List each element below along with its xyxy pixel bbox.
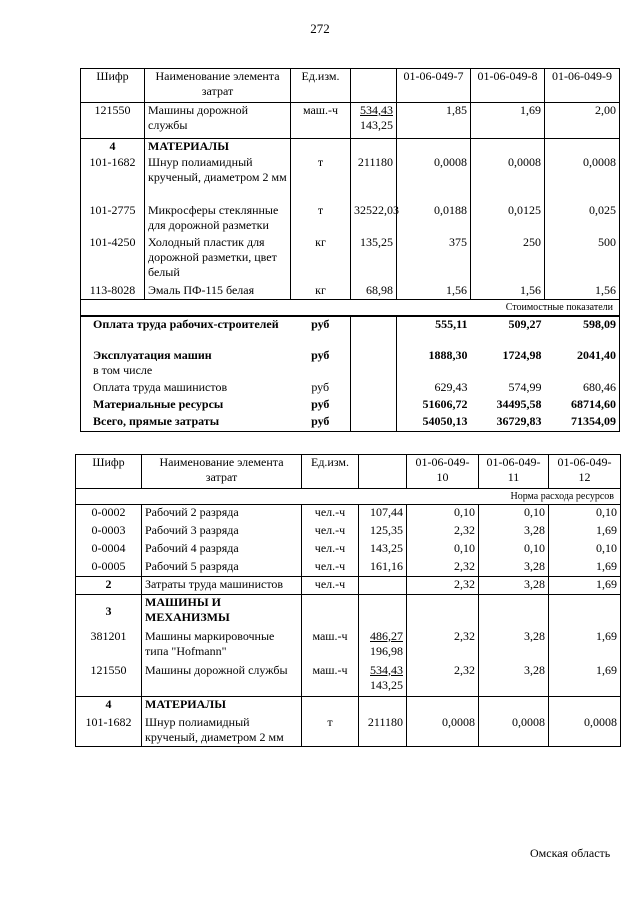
cost-value-2: 574,99: [508, 380, 542, 394]
norm-caption: Норма расхода ресурсов: [76, 489, 621, 505]
row-value-2: 3,28: [479, 559, 549, 577]
row-value-1: 2,32: [407, 523, 479, 541]
price-secondary: 143,25: [360, 118, 393, 132]
header-col-1: 01-06-049-7: [397, 69, 471, 103]
page-number: 272: [310, 21, 330, 36]
row-value-3: 1,69: [549, 559, 621, 577]
cost-name: Эксплуатация машин: [93, 348, 212, 362]
header-price: [359, 455, 407, 489]
row-code: 101-1682: [81, 155, 145, 203]
row-name: Микросферы стеклянные для дорожной разметки: [145, 203, 291, 235]
row-name: Эмаль ПФ-115 белая: [145, 283, 291, 300]
row-price: 32522,03: [351, 203, 397, 235]
row-value-3: 500: [545, 235, 620, 283]
row-value-1: 2,32: [407, 663, 479, 697]
row-value-1: 2,32: [407, 577, 479, 595]
row-value-3: 1,69: [549, 629, 621, 663]
row-name: Рабочий 2 разряда: [142, 505, 302, 523]
cost-unit: руб: [291, 316, 351, 348]
price-secondary: 143,25: [370, 677, 403, 692]
cost-value-2: 36729,83: [471, 414, 545, 431]
header-name: Наименование элемента затрат: [145, 69, 291, 103]
row-value-3: 0,0008: [545, 155, 620, 203]
row-value-2: 0,0008: [471, 155, 545, 203]
header-col-3: 01-06-049-9: [545, 69, 620, 103]
header-unit: Ед.изм.: [291, 69, 351, 103]
cost-caption: Стоимостные показатели: [81, 300, 620, 317]
header-col-1: 01-06-049-10: [407, 455, 479, 489]
table-header-row: [81, 69, 620, 103]
row-value-1: 0,10: [407, 541, 479, 559]
cost-unit: руб: [311, 348, 330, 362]
row-name: Машины маркировочные типа "Hofmann": [142, 629, 302, 663]
row-code: 0-0002: [76, 505, 142, 523]
table-row: [81, 203, 620, 235]
cost-subtitle: в том числе: [93, 363, 153, 377]
row-value-2: 3,28: [479, 523, 549, 541]
table-row: [81, 283, 620, 300]
row-price: [359, 663, 407, 697]
cost-value-1: 555,11: [397, 316, 471, 348]
row-price: 107,44: [359, 505, 407, 523]
row-unit: кг: [291, 283, 351, 300]
cost-value-2: 34495,58: [496, 397, 542, 411]
cost-unit: руб: [291, 414, 351, 431]
table-row: [81, 235, 620, 283]
cost-value-1: 1888,30: [397, 348, 471, 380]
price-primary: 486,27: [370, 628, 403, 643]
header-col-2: 01-06-049-8: [471, 69, 545, 103]
cost-row: [81, 414, 620, 431]
row-value-2: 0,0125: [471, 203, 545, 235]
row-code: 0-0004: [76, 541, 142, 559]
row-code: 121550: [76, 663, 142, 697]
section-number: 3: [76, 595, 142, 629]
row-value-1: 2,32: [407, 629, 479, 663]
row-code: 101-2775: [81, 203, 145, 235]
row-price: 143,25: [359, 541, 407, 559]
row-price: 211180: [359, 715, 407, 747]
region-footer: Омская область: [530, 846, 611, 860]
row-name: Шнур полиамидный крученый, диаметром 2 мм: [142, 715, 302, 747]
row-code: 381201: [76, 629, 142, 663]
row-unit: чел.-ч: [302, 505, 359, 523]
resource-table-2: [75, 454, 621, 747]
row-value-1: 2,32: [407, 559, 479, 577]
cost-value-3: 68714,60: [545, 397, 620, 414]
row-name: Шнур полиамидный крученый, диаметром 2 мм: [145, 155, 291, 203]
row-name: Холодный пластик для дорожной разметки, цвет белый: [145, 235, 291, 283]
row-code: 121550: [81, 103, 145, 139]
cost-value-1: 629,43: [397, 380, 471, 397]
row-value-2: 250: [471, 235, 545, 283]
cost-name: Всего, прямые затраты: [81, 414, 291, 431]
cost-name: Оплата труда машинистов: [81, 380, 291, 397]
row-name: Машины дорожной службы: [142, 663, 302, 697]
row-value-3: 0,025: [545, 203, 620, 235]
cost-value-3: 71354,09: [545, 414, 620, 431]
cost-value-3: 2041,40: [545, 348, 620, 380]
row-price: 125,35: [359, 523, 407, 541]
row-unit: чел.-ч: [302, 577, 359, 595]
table-row: [76, 629, 621, 663]
price-primary: 534,43: [360, 103, 393, 117]
header-name: Наименование элемента затрат: [142, 455, 302, 489]
row-value-2: 1,69: [471, 103, 545, 139]
row-unit: т: [302, 715, 359, 747]
table-row: [81, 155, 620, 203]
row-value-2: 3,28: [479, 577, 549, 595]
row-price: [359, 629, 407, 663]
row-price: 211180: [351, 155, 397, 203]
row-value-2: 1,56: [471, 283, 545, 300]
row-name: Машины дорожной службы: [145, 103, 291, 139]
row-code: 101-4250: [81, 235, 145, 283]
section-row: [76, 595, 621, 629]
row-value-1: 0,0008: [407, 715, 479, 747]
row-value-3: 0,10: [549, 505, 621, 523]
cost-name: Оплата труда рабочих-строителей: [81, 316, 291, 348]
resource-table-1: [80, 68, 620, 432]
row-unit: чел.-ч: [302, 559, 359, 577]
row-value-1: 1,85: [397, 103, 471, 139]
table-row: [76, 559, 621, 577]
row-value-1: 0,10: [407, 505, 479, 523]
cost-value-2: 509,27: [471, 316, 545, 348]
cost-row: [81, 397, 620, 414]
row-unit: т: [291, 155, 351, 203]
row-unit: маш.-ч: [302, 663, 359, 697]
cost-name-cell: [81, 348, 291, 380]
row-unit: чел.-ч: [302, 523, 359, 541]
cost-value-2: 1724,98: [502, 348, 542, 362]
cost-unit: руб: [311, 397, 330, 411]
row-value-1: 1,56: [397, 283, 471, 300]
row-code: 101-1682: [76, 715, 142, 747]
row-value-3: 0,0008: [549, 715, 621, 747]
row-value-1: 0,0188: [397, 203, 471, 235]
header-code: Шифр: [76, 455, 142, 489]
cost-name: Материальные ресурсы: [81, 397, 291, 414]
cost-row: [81, 380, 620, 397]
cost-value-3: 680,46: [545, 380, 620, 397]
row-price: 161,16: [359, 559, 407, 577]
row-name: Рабочий 4 разряда: [142, 541, 302, 559]
section-row: [76, 697, 621, 715]
table-row: [76, 523, 621, 541]
table-row: [76, 715, 621, 747]
cost-value-3: 598,09: [545, 316, 620, 348]
section-title: МАТЕРИАЛЫ: [142, 697, 302, 715]
section-number: 4: [76, 697, 142, 715]
row-unit: маш.-ч: [302, 629, 359, 663]
row-name: Рабочий 5 разряда: [142, 559, 302, 577]
row-value-3: 0,10: [549, 541, 621, 559]
row-unit: т: [291, 203, 351, 235]
header-unit: Ед.изм.: [302, 455, 359, 489]
row-unit: чел.-ч: [302, 541, 359, 559]
cost-value-1: 54050,13: [397, 414, 471, 431]
cost-row: [81, 348, 620, 380]
row-value-3: 2,00: [545, 103, 620, 139]
header-col-2: 01-06-049-11: [479, 455, 549, 489]
row-code: 113-8028: [81, 283, 145, 300]
caption-row: [76, 489, 621, 505]
row-value-1: 375: [397, 235, 471, 283]
row-price: 68,98: [351, 283, 397, 300]
row-price: 135,25: [351, 235, 397, 283]
row-value-3: 1,69: [549, 523, 621, 541]
row-code: 0-0005: [76, 559, 142, 577]
row-value-2: 0,10: [479, 505, 549, 523]
header-price: [351, 69, 397, 103]
price-primary: 534,43: [370, 662, 403, 677]
row-name: Рабочий 3 разряда: [142, 523, 302, 541]
row-value-2: 3,28: [479, 629, 549, 663]
header-col-3: 01-06-049-12: [549, 455, 621, 489]
table-row: [76, 663, 621, 697]
header-code: Шифр: [81, 69, 145, 103]
cost-value-1: 51606,72: [397, 397, 471, 414]
section-name: Затраты труда машинистов: [142, 577, 302, 595]
row-unit: маш.-ч: [291, 103, 351, 139]
section-number: 4: [81, 139, 145, 155]
row-value-2: 3,28: [479, 663, 549, 697]
section-row: [76, 577, 621, 595]
row-value-3: 1,69: [549, 577, 621, 595]
row-value-2: 0,10: [479, 541, 549, 559]
section-number: 2: [76, 577, 142, 595]
cost-row: [81, 316, 620, 348]
row-code: 0-0003: [76, 523, 142, 541]
table-row: [76, 541, 621, 559]
price-secondary: 196,98: [370, 643, 403, 658]
row-unit: кг: [291, 235, 351, 283]
section-row: [81, 139, 620, 155]
table-header-row: [76, 455, 621, 489]
caption-row: [81, 300, 620, 317]
table-row: [76, 505, 621, 523]
section-title: МАТЕРИАЛЫ: [145, 139, 291, 155]
row-price: [351, 103, 397, 139]
row-value-1: 0,0008: [397, 155, 471, 203]
table-row: [81, 103, 620, 139]
section-title: МАШИНЫ И МЕХАНИЗМЫ: [142, 595, 302, 629]
row-value-3: 1,69: [549, 663, 621, 697]
row-value-2: 0,0008: [479, 715, 549, 747]
cost-unit: руб: [311, 380, 330, 394]
row-value-3: 1,56: [545, 283, 620, 300]
